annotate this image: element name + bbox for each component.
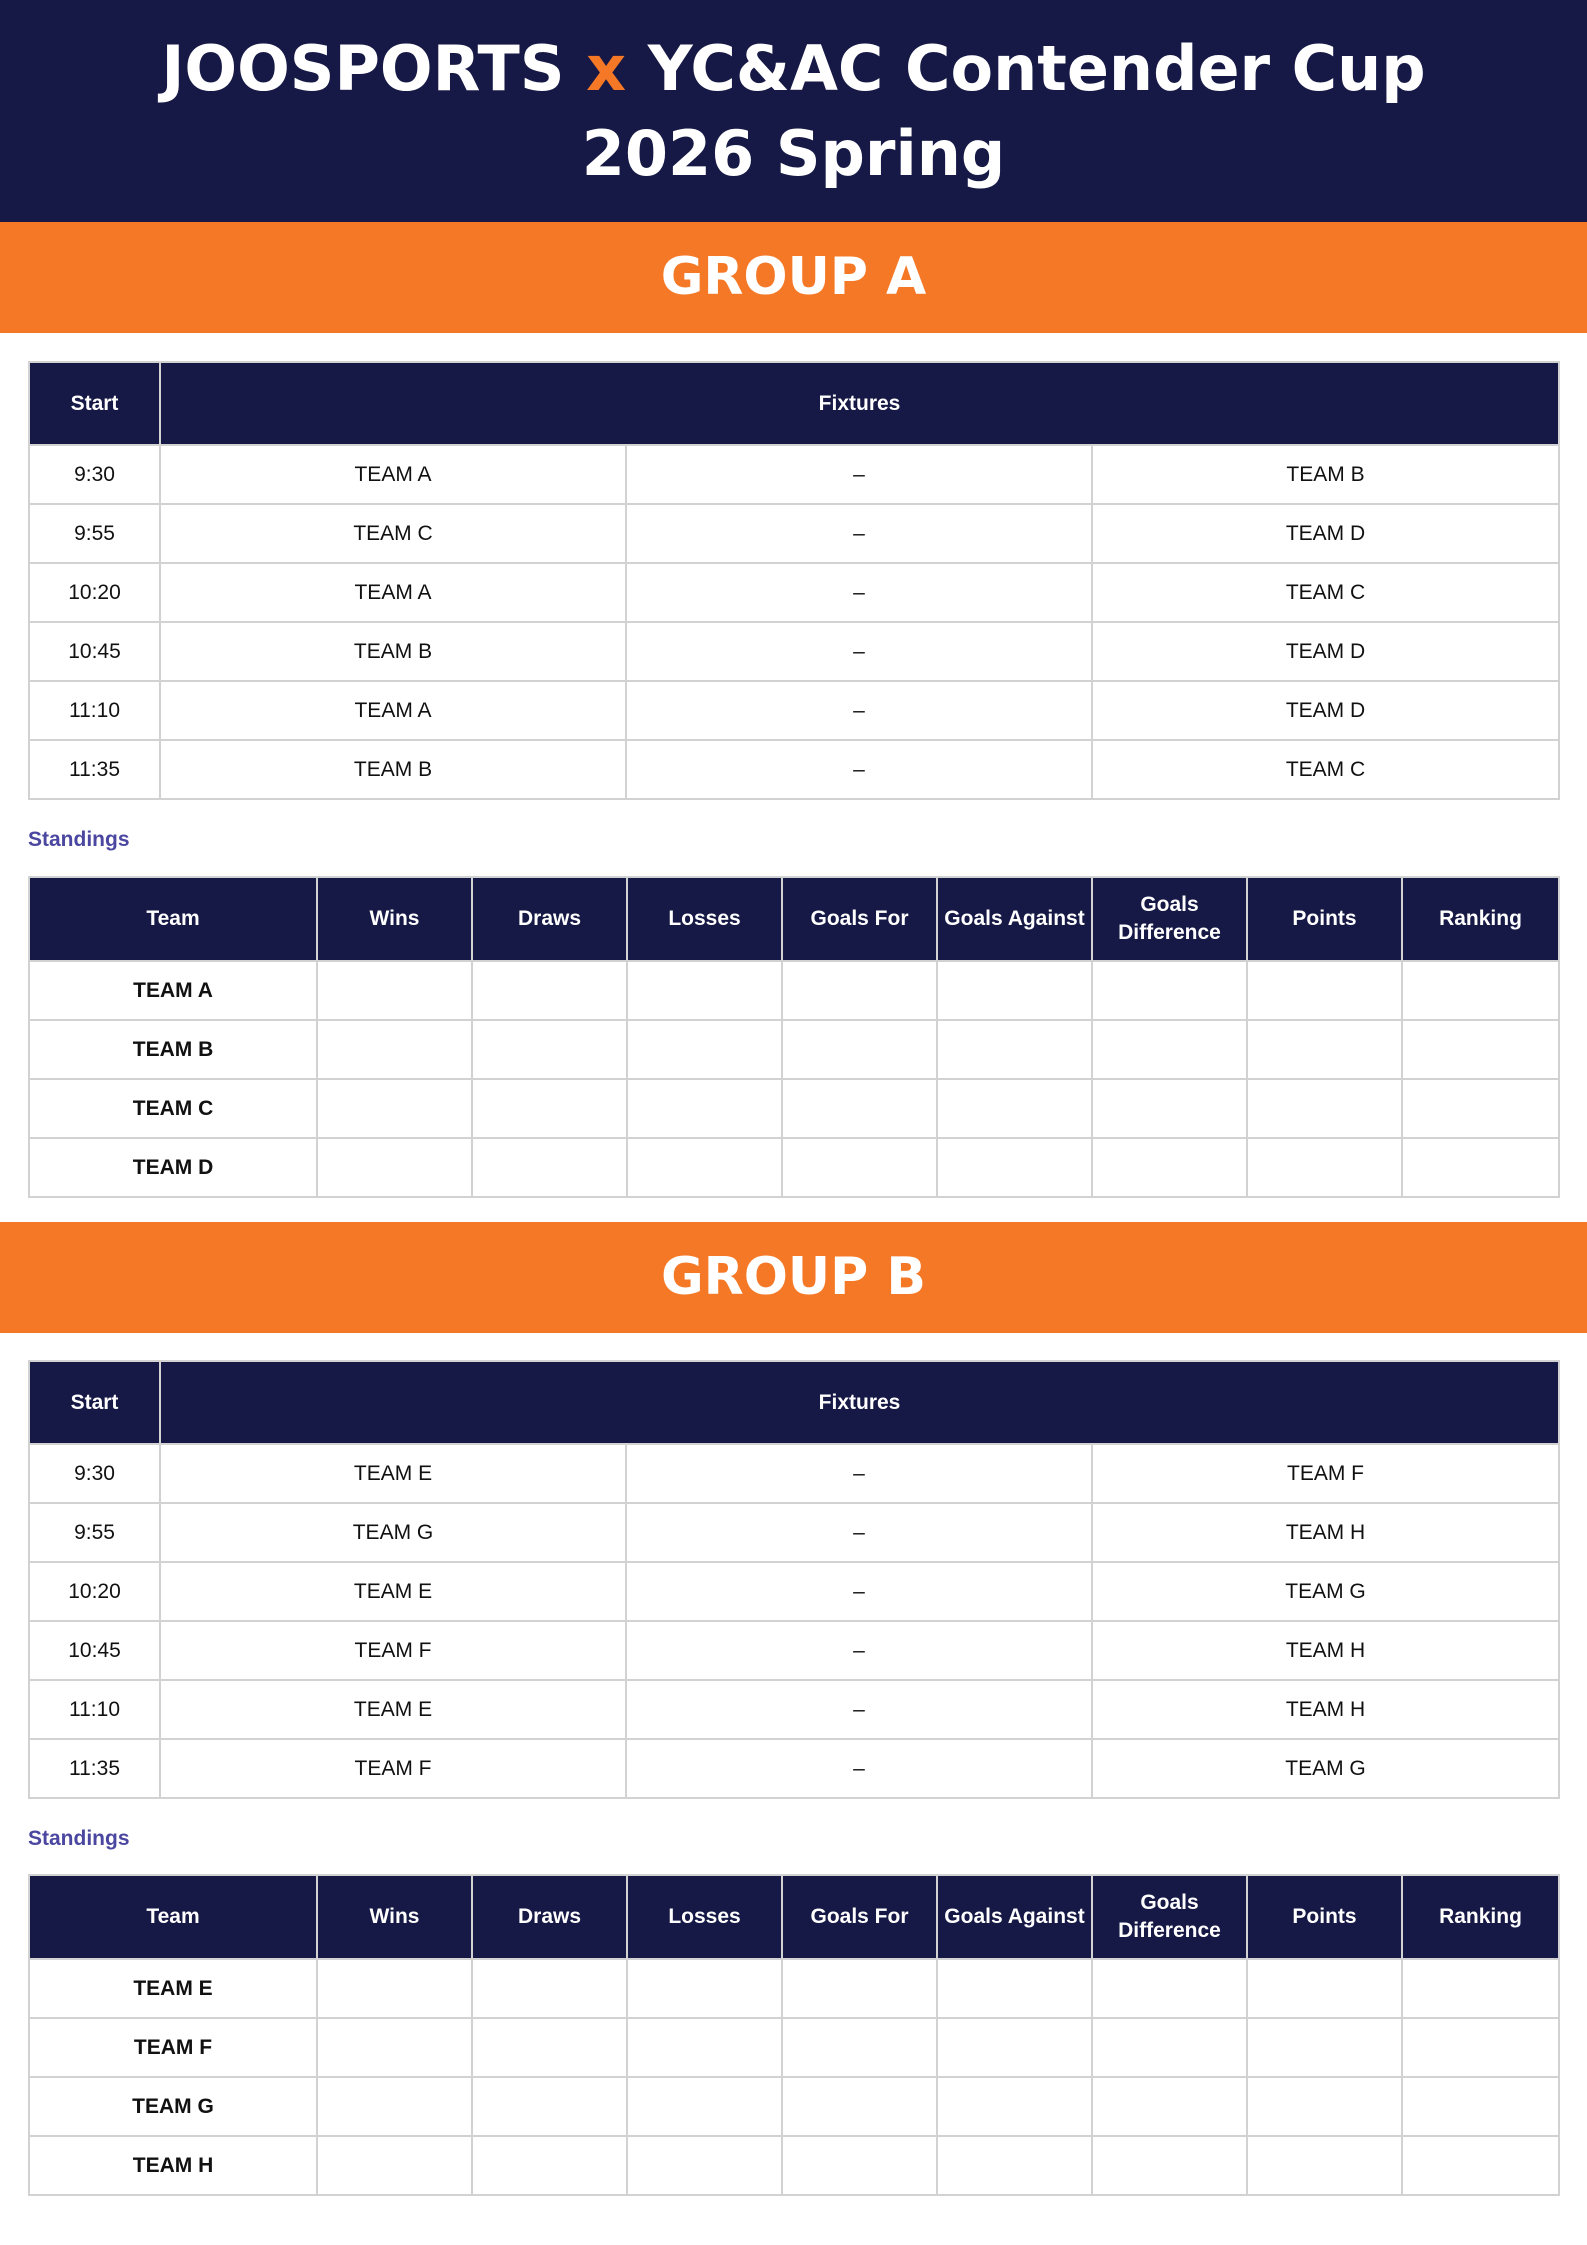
standings-header-cell: Team [29, 1875, 317, 1959]
fixture-away-team: TEAM D [1092, 681, 1559, 740]
fixture-home-team: TEAM A [160, 445, 626, 504]
standings-team-name: TEAM D [29, 1138, 317, 1197]
fixture-away-team: TEAM D [1092, 622, 1559, 681]
fixture-start-time: 10:20 [29, 563, 160, 622]
standings-empty-cell [782, 961, 937, 1020]
fixture-away-team: TEAM C [1092, 740, 1559, 799]
fixture-row [29, 622, 1559, 681]
standings-header-cell: Goals Against [937, 1875, 1092, 1959]
fixture-home-team: TEAM C [160, 504, 626, 563]
fixture-separator: – [626, 1562, 1092, 1621]
standings-team-name: TEAM A [29, 961, 317, 1020]
standings-empty-cell [1092, 1959, 1247, 2018]
standings-empty-cell [1247, 2077, 1402, 2136]
standings-empty-cell [627, 1020, 782, 1079]
standings-empty-cell [937, 2136, 1092, 2195]
standings-empty-cell [627, 2018, 782, 2077]
standings-header-cell: Wins [317, 877, 472, 961]
fixture-separator: – [626, 445, 1092, 504]
standings-empty-cell [937, 1079, 1092, 1138]
standings-empty-cell [627, 1079, 782, 1138]
fixture-away-team: TEAM G [1092, 1739, 1559, 1798]
standings-empty-cell [317, 2136, 472, 2195]
fixture-start-time: 10:45 [29, 622, 160, 681]
standings-team-name: TEAM H [29, 2136, 317, 2195]
standings-row [29, 2136, 1559, 2195]
standings-empty-cell [1402, 1079, 1559, 1138]
fixture-start-time: 11:35 [29, 740, 160, 799]
standings-empty-cell [317, 1020, 472, 1079]
fixture-row [29, 1444, 1559, 1503]
title-part-2: YC&AC Contender Cup [647, 32, 1426, 105]
fixture-separator: – [626, 1680, 1092, 1739]
standings-empty-cell [1402, 2136, 1559, 2195]
standings-empty-cell [627, 1959, 782, 2018]
standings-empty-cell [782, 2136, 937, 2195]
title-part-1: JOOSPORTS [161, 32, 565, 105]
fixture-start-time: 9:30 [29, 445, 160, 504]
standings-empty-cell [782, 2077, 937, 2136]
standings-empty-cell [472, 961, 627, 1020]
standings-empty-cell [627, 2077, 782, 2136]
fixture-away-team: TEAM H [1092, 1680, 1559, 1739]
fixture-separator: – [626, 1621, 1092, 1680]
standings-body [29, 1959, 1559, 2195]
standings-empty-cell [317, 2077, 472, 2136]
fixture-row [29, 1680, 1559, 1739]
fixture-home-team: TEAM E [160, 1444, 626, 1503]
fixture-away-team: TEAM D [1092, 504, 1559, 563]
fixture-row [29, 740, 1559, 799]
standings-empty-cell [1092, 2136, 1247, 2195]
standings-empty-cell [472, 2018, 627, 2077]
fixture-away-team: TEAM C [1092, 563, 1559, 622]
standings-row [29, 2077, 1559, 2136]
title-line-1 [0, 32, 1587, 105]
standings-empty-cell [472, 1079, 627, 1138]
standings-empty-cell [937, 1959, 1092, 2018]
standings-row [29, 961, 1559, 1020]
fixture-home-team: TEAM F [160, 1739, 626, 1798]
fixture-home-team: TEAM B [160, 740, 626, 799]
group-a-standings-table [28, 876, 1560, 1198]
standings-empty-cell [472, 2077, 627, 2136]
fixtures-header-fixtures: Fixtures [160, 1361, 1559, 1444]
standings-empty-cell [1247, 2136, 1402, 2195]
standings-empty-cell [1402, 1020, 1559, 1079]
fixture-home-team: TEAM B [160, 622, 626, 681]
standings-header-cell: Goals Difference [1092, 877, 1247, 961]
fixture-separator: – [626, 740, 1092, 799]
standings-empty-cell [1092, 961, 1247, 1020]
fixtures-body [29, 445, 1559, 799]
fixture-row [29, 504, 1559, 563]
standings-empty-cell [937, 1138, 1092, 1197]
group-b-standings-table [28, 1874, 1560, 2196]
fixture-row [29, 1739, 1559, 1798]
fixture-row [29, 563, 1559, 622]
standings-empty-cell [472, 1138, 627, 1197]
standings-empty-cell [937, 961, 1092, 1020]
standings-row [29, 1079, 1559, 1138]
standings-header-cell: Team [29, 877, 317, 961]
standings-header-cell: Points [1247, 877, 1402, 961]
fixture-row [29, 445, 1559, 504]
fixture-start-time: 10:45 [29, 1621, 160, 1680]
standings-header-cell: Points [1247, 1875, 1402, 1959]
fixtures-header-fixtures: Fixtures [160, 362, 1559, 445]
standings-team-name: TEAM C [29, 1079, 317, 1138]
standings-empty-cell [1402, 1959, 1559, 2018]
standings-header-cell: Draws [472, 1875, 627, 1959]
fixture-row [29, 1621, 1559, 1680]
title-x: x [586, 32, 627, 105]
standings-empty-cell [1247, 2018, 1402, 2077]
standings-header-cell: Goals For [782, 1875, 937, 1959]
title-line-2: 2026 Spring [581, 117, 1006, 190]
group-a-fixtures-table [28, 361, 1560, 800]
fixture-separator: – [626, 681, 1092, 740]
standings-empty-cell [1092, 2018, 1247, 2077]
standings-empty-cell [317, 1138, 472, 1197]
standings-header-cell: Draws [472, 877, 627, 961]
fixture-home-team: TEAM G [160, 1503, 626, 1562]
standings-header-cell: Goals Difference [1092, 1875, 1247, 1959]
fixture-start-time: 9:55 [29, 1503, 160, 1562]
fixtures-body [29, 1444, 1559, 1798]
fixture-home-team: TEAM E [160, 1680, 626, 1739]
fixture-away-team: TEAM G [1092, 1562, 1559, 1621]
standings-team-name: TEAM G [29, 2077, 317, 2136]
fixture-separator: – [626, 1444, 1092, 1503]
standings-empty-cell [1247, 1138, 1402, 1197]
standings-empty-cell [627, 1138, 782, 1197]
standings-empty-cell [937, 1020, 1092, 1079]
fixture-separator: – [626, 622, 1092, 681]
standings-empty-cell [472, 2136, 627, 2195]
fixture-home-team: TEAM F [160, 1621, 626, 1680]
fixture-row [29, 1562, 1559, 1621]
standings-empty-cell [1402, 2077, 1559, 2136]
group-a-band: GROUP A [0, 222, 1587, 333]
standings-row [29, 2018, 1559, 2077]
standings-empty-cell [1092, 1020, 1247, 1079]
fixture-row [29, 681, 1559, 740]
standings-empty-cell [627, 961, 782, 1020]
standings-header-cell: Ranking [1402, 1875, 1559, 1959]
standings-empty-cell [627, 2136, 782, 2195]
fixtures-header-row [29, 1361, 1559, 1444]
fixture-home-team: TEAM E [160, 1562, 626, 1621]
standings-empty-cell [1402, 961, 1559, 1020]
standings-body [29, 961, 1559, 1197]
standings-empty-cell [1092, 1138, 1247, 1197]
fixture-separator: – [626, 504, 1092, 563]
fixture-start-time: 11:10 [29, 1680, 160, 1739]
fixture-separator: – [626, 563, 1092, 622]
standings-empty-cell [1402, 2018, 1559, 2077]
fixtures-header-row [29, 362, 1559, 445]
standings-empty-cell [937, 2077, 1092, 2136]
standings-row [29, 1959, 1559, 2018]
standings-header-cell: Losses [627, 877, 782, 961]
standings-empty-cell [317, 1079, 472, 1138]
fixture-away-team: TEAM H [1092, 1621, 1559, 1680]
group-b-band: GROUP B [0, 1222, 1587, 1333]
standings-empty-cell [782, 1020, 937, 1079]
fixture-start-time: 9:55 [29, 504, 160, 563]
standings-empty-cell [1247, 1020, 1402, 1079]
fixture-away-team: TEAM F [1092, 1444, 1559, 1503]
group-a-standings-label: Standings [28, 828, 130, 851]
standings-header-cell: Goals For [782, 877, 937, 961]
standings-row [29, 1020, 1559, 1079]
standings-header-cell: Goals Against [937, 877, 1092, 961]
fixture-separator: – [626, 1503, 1092, 1562]
fixture-home-team: TEAM A [160, 681, 626, 740]
group-b-fixtures-table [28, 1360, 1560, 1799]
standings-empty-cell [317, 961, 472, 1020]
standings-empty-cell [472, 1959, 627, 2018]
standings-empty-cell [782, 2018, 937, 2077]
standings-empty-cell [782, 1138, 937, 1197]
standings-empty-cell [1247, 1079, 1402, 1138]
fixture-start-time: 11:35 [29, 1739, 160, 1798]
fixture-start-time: 9:30 [29, 1444, 160, 1503]
fixture-away-team: TEAM B [1092, 445, 1559, 504]
group-b-standings-label: Standings [28, 1827, 130, 1850]
fixture-start-time: 10:20 [29, 1562, 160, 1621]
fixtures-header-start: Start [29, 1361, 160, 1444]
standings-header-cell: Ranking [1402, 877, 1559, 961]
standings-empty-cell [1402, 1138, 1559, 1197]
standings-empty-cell [937, 2018, 1092, 2077]
standings-empty-cell [472, 1020, 627, 1079]
standings-empty-cell [1247, 1959, 1402, 2018]
standings-empty-cell [782, 1079, 937, 1138]
fixture-row [29, 1503, 1559, 1562]
standings-header-row [29, 877, 1559, 961]
standings-empty-cell [782, 1959, 937, 2018]
standings-team-name: TEAM F [29, 2018, 317, 2077]
standings-empty-cell [1092, 1079, 1247, 1138]
fixture-separator: – [626, 1739, 1092, 1798]
standings-empty-cell [317, 2018, 472, 2077]
standings-empty-cell [1092, 2077, 1247, 2136]
standings-header-row [29, 1875, 1559, 1959]
standings-empty-cell [1247, 961, 1402, 1020]
standings-header-cell: Wins [317, 1875, 472, 1959]
fixture-away-team: TEAM H [1092, 1503, 1559, 1562]
standings-row [29, 1138, 1559, 1197]
standings-team-name: TEAM E [29, 1959, 317, 2018]
standings-empty-cell [317, 1959, 472, 2018]
fixture-home-team: TEAM A [160, 563, 626, 622]
fixtures-header-start: Start [29, 362, 160, 445]
page-header [0, 0, 1587, 222]
standings-team-name: TEAM B [29, 1020, 317, 1079]
fixture-start-time: 11:10 [29, 681, 160, 740]
standings-header-cell: Losses [627, 1875, 782, 1959]
